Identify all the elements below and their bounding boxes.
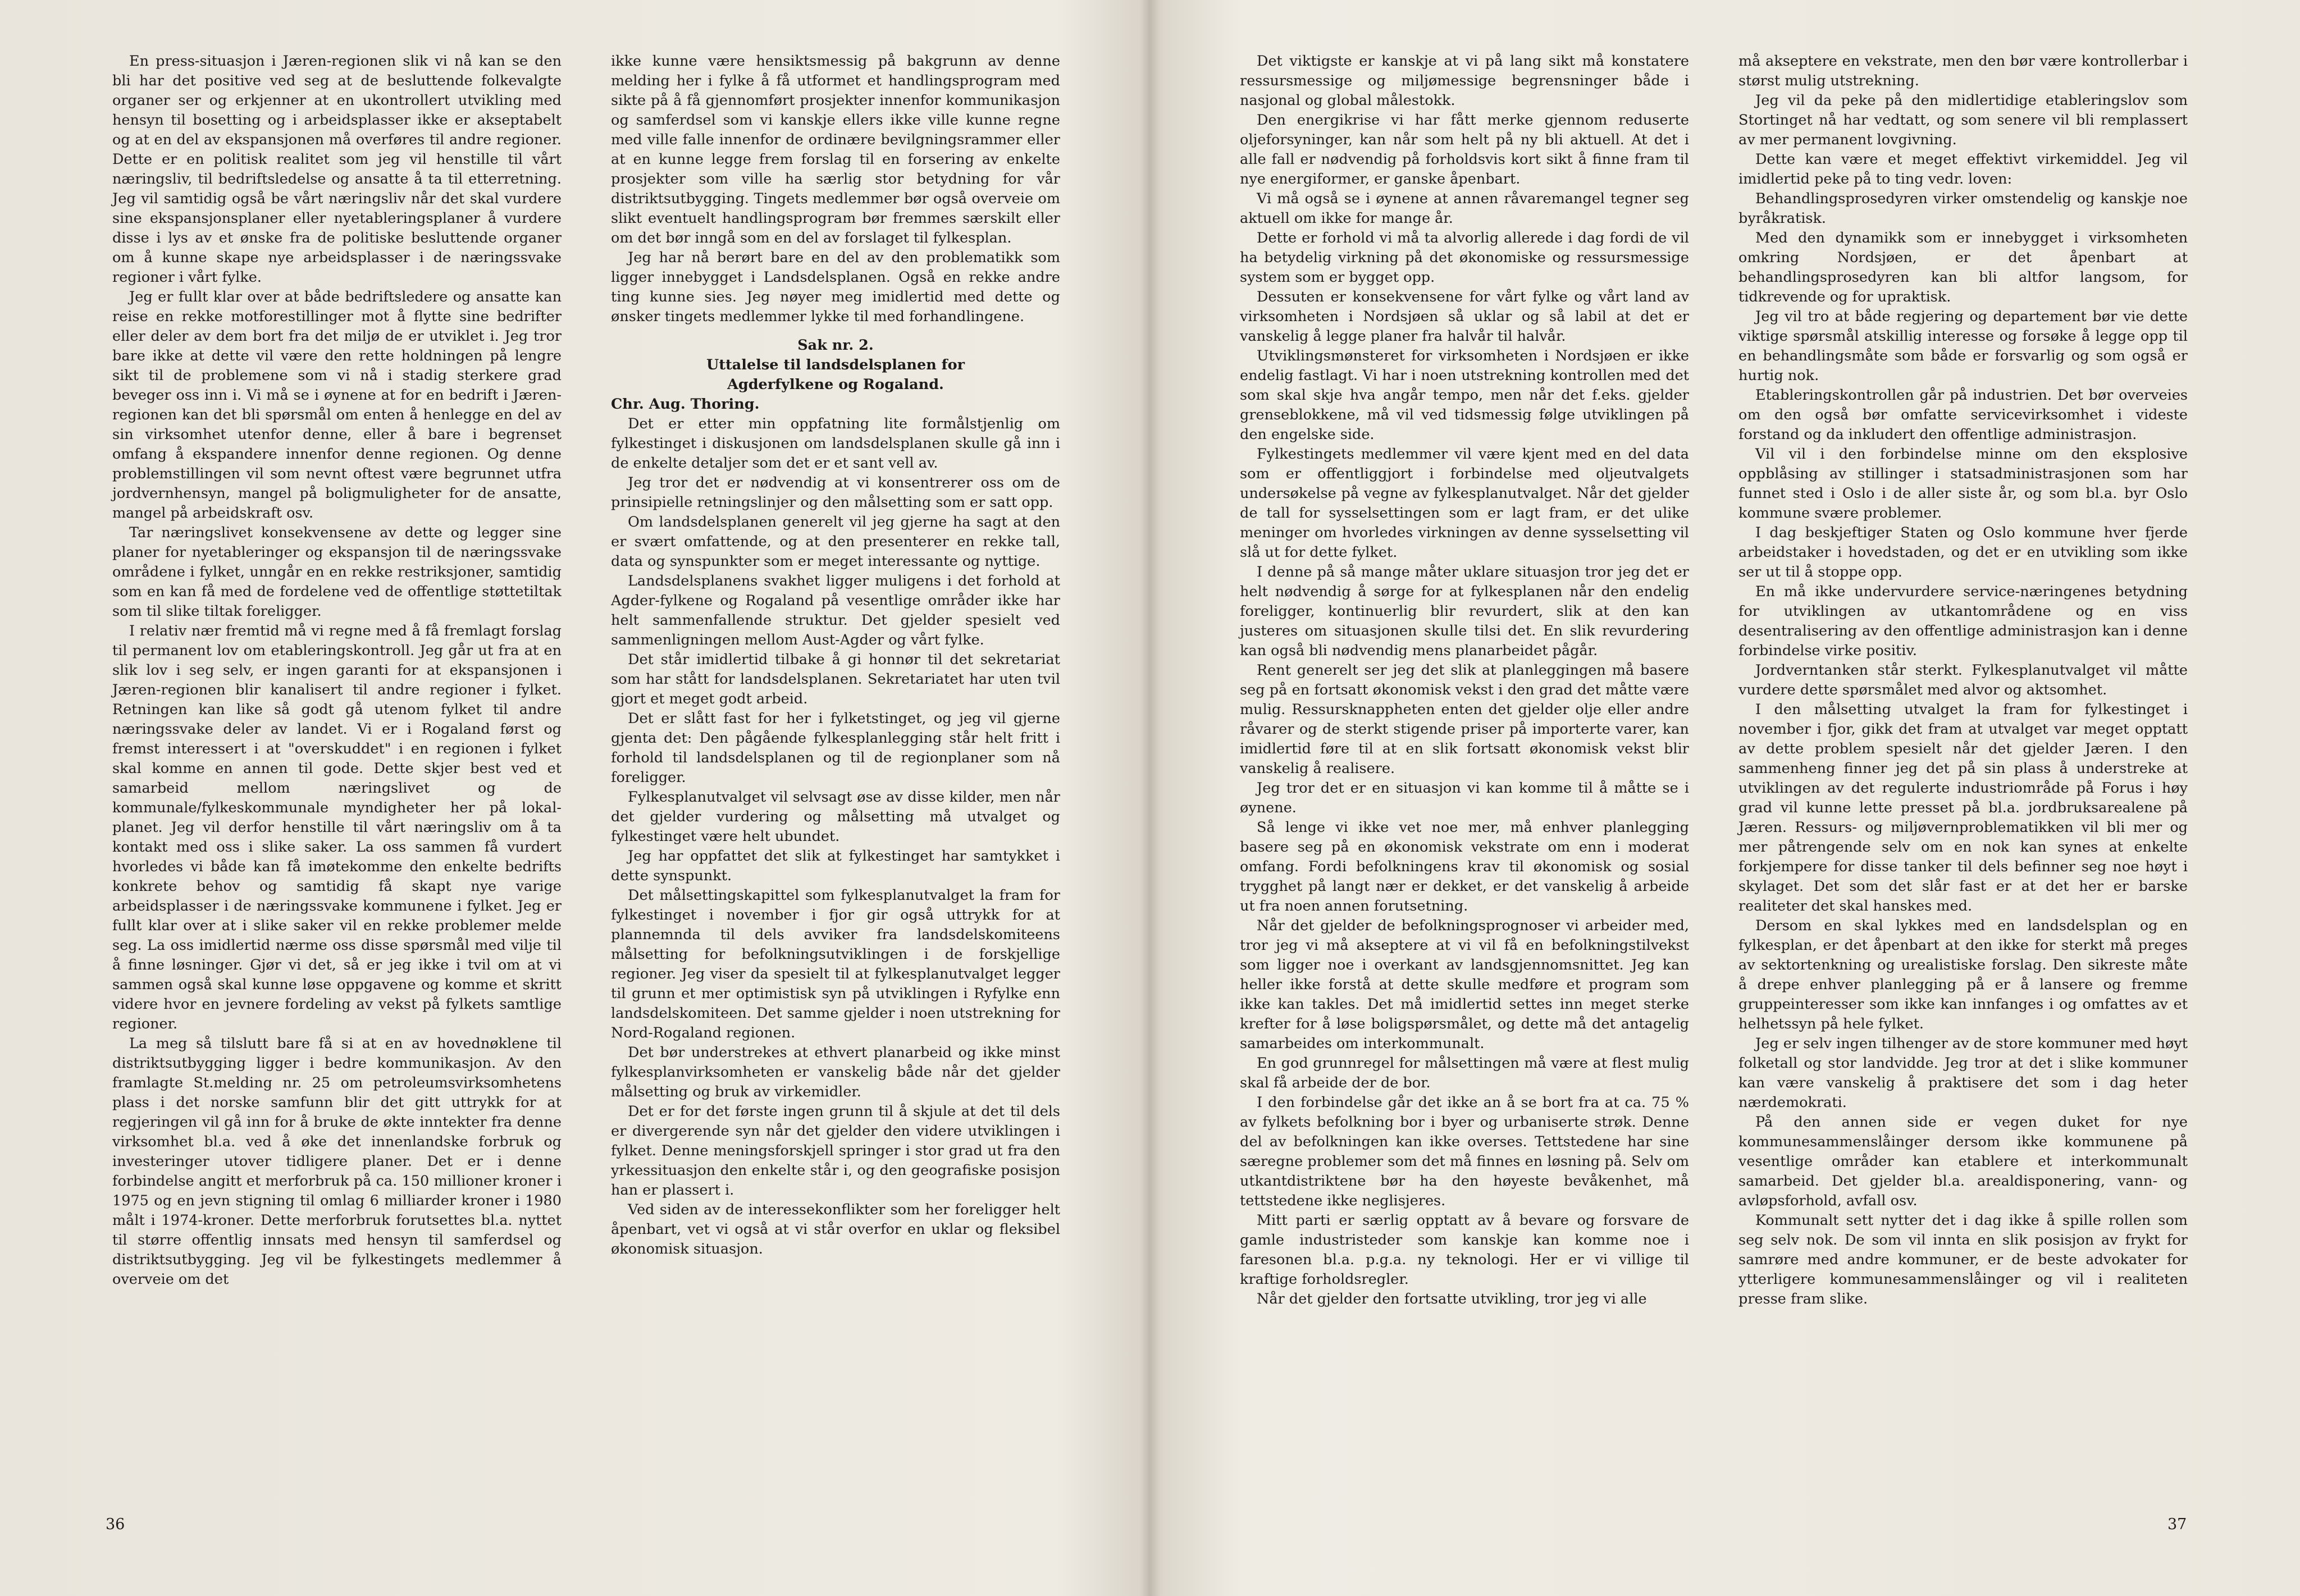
- paragraph: Så lenge vi ikke vet noe mer, må enhver planlegging basere seg på en økonomisk vekstrate om enn i moderat omfang. Fordi befolkningens krav til økonomisk og sosial trygghet på langt nær er dekket, er det vanskelig å arbeide ut fra noen annen forutsetning.: [1240, 819, 1689, 914]
- paragraph: Jordverntanken står sterkt. Fylkesplanutvalget vil måtte vurdere dette spørsmålet med alvor og aktsomhet.: [1738, 662, 2188, 698]
- paragraph: Det er etter min oppfatning lite formålstjenlig om fylkestinget i diskusjonen om landsdelsplanen skulle gå inn i de enkelte detaljer som det er et sant vell av.: [611, 415, 1060, 472]
- paragraph: Fylkesplanutvalget vil selvsagt øse av disse kilder, men når det gjelder vurdering og målsetting må utvalget og fylkestinget være helt ubundet.: [611, 789, 1060, 845]
- paragraph: I den målsetting utvalget la fram for fylkestinget i november i fjor, gikk det fram at utvalget var meget opptatt av dette problem spesielt når det gjelder Jæren. I den sammenheng finner jeg det på sin plass å understreke at utviklingen av det regulerte industriområde på Forus i høy grad vil kunne lette presset på bl.a. jordbruksarealene på Jæren. Ressurs- og miljøvernproblematikken vil bli mer og mer påtrengende selv om en nok kan synes at enkelte forkjempere for disse tanker til dels befinner seg noe høyt i skylaget. Det som det slår fast er at det her er barske realiteter det skal hanskes med.: [1738, 701, 2188, 914]
- paragraph: Det målsettingskapittel som fylkesplanutvalget la fram for fylkestinget i november i fjor gir også uttrykk for at plannemnda til dels avviker fra landsdelskomiteens målsetting for befolkningsutviklingen i de forskjellige regioner. Jeg viser da spesielt til at fylkesplanutvalget legger til grunn et mer optimistisk syn på utviklingen i Ryfylke enn landsdelskomiteen. Det samme gjelder i noen utstrekning for Nord-Rogaland regionen.: [611, 887, 1060, 1041]
- paragraph: En press-situasjon i Jæren-regionen slik vi nå kan se den bli har det positive ved seg at de besluttende folkevalgte organer ser og erkjenner at en ukontrollert utvikling med hensyn til bosetting og i arbeidsplasser ikke er akseptabelt og at en del av ekspansjonen må overføres til andre regioner. Dette er en politisk realitet som jeg vil henstille til vårt næringsliv, til bedriftsledelse og ansatte å ta til etterretning. Jeg vil samtidig også be vårt næringsliv når det skal vurdere sine ekspansjonsplaner eller nyetableringsplaner å vurdere disse i lys av et ønske fra de politiske besluttende organer om å kunne skape nye arbeidsplasser i de næringssvake regioner i vårt fylke.: [112, 53, 562, 286]
- paragraph: Behandlingsprosedyren virker omstendelig og kanskje noe byråkratisk.: [1738, 190, 2188, 227]
- paragraph: Dette er forhold vi må ta alvorlig allerede i dag fordi de vil ha betydelig virkning på det økonomiske og ressursmessige system som er bygget opp.: [1240, 230, 1689, 286]
- paragraph: Rent generelt ser jeg det slik at planleggingen må basere seg på en fortsatt økonomisk vekst i den grad det måtte være mulig. Ressursknappheten enten det gjelder olje eller andre råvarer og de sterkt stigende priser på importerte varer, kan imidlertid føre til at en slik fortsatt økonomisk vekst blir vanskelig å realisere.: [1240, 662, 1689, 777]
- paragraph: Når det gjelder de befolkningsprognoser vi arbeider med, tror jeg vi må akseptere at vi vil få en befolkningstilvekst som ligger noe i overkant av landsgjennomsnittet. Jeg kan heller ikke forstå at dette skulle medføre et program som ikke kan takles. Det må imidlertid settes inn meget sterke krefter for å løse boligspørsmålet, og dette må det antagelig samarbeides om interkommunalt.: [1240, 917, 1689, 1052]
- paragraph: Vil vil i den forbindelse minne om den eksplosive oppblåsing av stillinger i statsadministrasjonen som har funnet sted i Oslo i de aller siste år, og som bl.a. byr Oslo kommune svære problemer.: [1738, 446, 2188, 522]
- paragraph: Tar næringslivet konsekvensene av dette og legger sine planer for nyetableringer og ekspansjon til de næringssvake områdene i fylket, unngår en en rekke restriksjoner, samtidig som en kan få med de fordelene ved de offentlige støttetiltak som til slike tiltak foreligger.: [112, 524, 562, 620]
- paragraph: Vi må også se i øynene at annen råvaremangel tegner seg aktuell om ikke for mange år.: [1240, 190, 1689, 227]
- left-column-1: [112, 52, 562, 1289]
- paragraph: Når det gjelder den fortsatte utvikling, tror jeg vi alle: [1257, 1291, 1647, 1307]
- paragraph: Med den dynamikk som er innebygget i virksomheten omkring Nordsjøen, er det åpenbart at behandlingsprosedyren kan bli altfor langsom, for tidkrevende og for upraktisk.: [1738, 230, 2188, 305]
- paragraph: Ved siden av de interessekonflikter som her foreligger helt åpenbart, vet vi også at vi står overfor en uklar og fleksibel økonomisk situasjon.: [611, 1201, 1060, 1257]
- paragraph: Jeg er selv ingen tilhenger av de store kommuner med høyt folketall og stor landvidde. Jeg tror at det i slike kommuner kan være vanskelig å praktisere det som i dag heter nærdemokrati.: [1738, 1035, 2188, 1111]
- paragraph: I den forbindelse går det ikke an å se bort fra at ca. 75 % av fylkets befolkning bor i byer og urbaniserte strøk. Denne del av befolkningen kan ikke overses. Tettstedene har sine særegne problemer som det må finnes en løsning på. Selv om utkantdistriktene bør ha den høyeste bevåkenhet, må tettstedene ikke neglisjeres.: [1240, 1094, 1689, 1209]
- paragraph: Det står imidlertid tilbake å gi honnør til det sekretariat som har stått for landsdelsplanen. Sekretariatet har uten tvil gjort et meget godt arbeid.: [611, 651, 1060, 707]
- paragraph: Den energikrise vi har fått merke gjennom reduserte oljeforsyninger, kan når som helt på ny bli aktuell. At det i alle fall er nødvendig på forholdsvis kort sikt å finne fram til nye energiformer, er ganske åpenbart.: [1240, 112, 1689, 188]
- page-number-left: 36: [106, 1516, 125, 1533]
- paragraph: Om landsdelsplanen generelt vil jeg gjerne ha sagt at den er svært omfattende, og at den presenterer en rekke tall, data og synspunkter som er meget interessante og nyttige.: [611, 514, 1060, 570]
- paragraph: Jeg er fullt klar over at både bedriftsledere og ansatte kan reise en rekke motforestillinger mot å flytte sine bedrifter eller deler av dem bort fra det miljø de er utviklet i. Jeg tror bare ikke at dette vil være den rette holdningen på lengre sikt til de problemene som vi nå i stadig sterkere grad beveger oss inn i. Vi må se i øynene at for en bedrift i Jæren-regionen kan det bli spørsmål om enten å henlegge en del av sin virksomhet utenfor denne, eller å bare i begrenset omfang å ekspandere innenfor denne regionen. Og denne problemstillingen vil som nevnt oftest være begrunnet utfra jordvernhensyn, mangel på boligmuligheter for de ansatte, mangel på arbeidskraft osv.: [112, 289, 562, 522]
- page-number-right: 37: [2167, 1516, 2187, 1533]
- paragraph: Det bør understrekes at ethvert planarbeid og ikke minst fylkesplanvirksomheten er vanskelig både når det gjelder målsetting og bruk av virkemidler.: [611, 1044, 1060, 1100]
- paragraph: Jeg tror det er nødvendig at vi konsentrerer oss om de prinsipielle retningslinjer og den målsetting som er satt opp.: [611, 474, 1060, 511]
- case-title-line-1: Uttalelse til landsdelsplanen for: [706, 356, 965, 373]
- paragraph: Det viktigste er kanskje at vi på lang sikt må konstatere ressursmessige og miljømessige begrensninger både i nasjonal og global målestokk.: [1240, 53, 1689, 109]
- paragraph: Det er for det første ingen grunn til å skjule at det til dels er divergerende syn når det gjelder den videre utviklingen i fylket. Denne meningsforskjell springer i stor grad ut fra den yrkessituasjon den enkelte står i, og den geografiske posisjon han er plassert i.: [611, 1103, 1060, 1199]
- paragraph: En god grunnregel for målsettingen må være at flest mulig skal få arbeide der de bor.: [1240, 1055, 1689, 1091]
- paragraph: Etableringskontrollen går på industrien. Det bør overveies om den også bør omfatte servicevirksomhet i videste forstand og da inkludert den offentlige administrasjon.: [1738, 387, 2188, 443]
- paragraph: Utviklingsmønsteret for virksomheten i Nordsjøen er ikke endelig fastlagt. Vi har i noen utstrekning kontrollen med det som skal skje hva angår tempo, men når det f.eks. gjelder grenseblokkene, må vil ved tidsmessig følge utviklingen på den engelske side.: [1240, 347, 1689, 443]
- paragraph: må akseptere en vekstrate, men den bør være kontrollerbar i størst mulig utstrekning.: [1738, 53, 2188, 89]
- paragraph: Jeg vil da peke på den midlertidige etableringslov som Stortinget nå har vedtatt, og som senere vil bli remplassert av mer permanent lovgivning.: [1738, 92, 2188, 148]
- paragraph: I relativ nær fremtid må vi regne med å få fremlagt forslag til permanent lov om etableringskontroll. Jeg går ut fra at en slik lov i seg selv, er ingen garanti for at ekspansjonen i Jæren-regionen blir kanalisert til andre regioner i fylket. Retningen kan like så godt gå utenom fylket til andre næringssvake deler av landet. Vi er i Rogaland først og fremst interessert i at "overskuddet" i en regionen i fylket skal komme en annen til gode. Dette skjer best ved et samarbeid mellom næringslivet og de kommunale/fylkeskommunale myndigheter her på lokal-planet. Jeg vil derfor henstille til vårt næringsliv om å ta kontakt med oss i slike saker. La oss sammen få vurdert hvorledes vi både kan få imøtekomme den enkelte bedrifts konkrete behov og samtidig få skapt nye varige arbeidsplasser i de næringssvake kommunene i fylket. Jeg er fullt klar over at i slike saker vil en rekke problemer melde seg. La oss imidlertid nærme oss disse spørsmål med vilje til å finne løsninger. Gjør vi det, så er jeg ikke i tvil om at vi sammen også skal kunne løse oppgavene og komme et skritt videre hvor en jevnere fordeling av vekst på fylkets samtlige regioner.: [112, 623, 562, 1032]
- paragraph: Kommunalt sett nytter det i dag ikke å spille rollen som seg selv nok. De som vil innta en slik posisjon av frykt for samrøre med andre kommuner, er de beste advokater for ytterligere kommunesammenslåinger og vil i realiteten presse fram slike.: [1738, 1212, 2188, 1307]
- paragraph: Jeg har oppfattet det slik at fylkestinget har samtykket i dette synspunkt.: [611, 848, 1060, 884]
- paragraph: Jeg tror det er en situasjon vi kan komme til å måtte se i øynene.: [1240, 780, 1689, 816]
- paragraph: Det er slått fast for her i fylketstinget, og jeg vil gjerne gjenta det: Den pågående fylkesplanlegging står helt fritt i forhold til landsdelsplanen og til de regionplaner som nå foreligger.: [611, 710, 1060, 786]
- paragraph: Mitt parti er særlig opptatt av å bevare og forsvare de gamle industristeder som kanskje kan komme noe i faresonen bl.a. p.g.a. ny teknologi. Her er vi villige til kraftige forholdsregler.: [1240, 1212, 1689, 1288]
- paragraph: I denne på så mange måter uklare situasjon tror jeg det er helt nødvendig å sørge for at fylkesplanen når den endelig foreligger, kontinuerlig blir revurdert, slik at den kan justeres om situasjonen skulle tilsi det. En slik revurdering kan også bli nødvendig mens planarbeidet pågår.: [1240, 564, 1689, 659]
- paragraph: En må ikke undervurdere service-næringenes betydning for utviklingen av utkantområdene og en viss desentralisering av den offentlige administrasjon kan i denne forbindelse virke positiv.: [1738, 583, 2188, 659]
- right-column-2: [1738, 52, 2188, 1309]
- paragraph: Dessuten er konsekvensene for vårt fylke og vårt land av virksomheten i Nordsjøen så uklar og så labil at det er vanskelig å legge planer fra halvår til halvår.: [1240, 289, 1689, 345]
- paragraph: I dag beskjeftiger Staten og Oslo kommune hver fjerde arbeidstaker i hovedstaden, og det er en utvikling som ikke ser ut til å stoppe opp.: [1738, 524, 2188, 580]
- speaker-name: Chr. Aug. Thoring.: [611, 396, 760, 413]
- paragraph: La meg så tilslutt bare få si at en av hovednøklene til distriktsutbygging ligger i bedre kommunikasjon. Av den framlagte St.melding nr. 25 om petroleumsvirksomhetens plass i det norske samfunn blir det gitt uttrykk for at regjeringen vil gå inn for å bruke de økte inntekter fra denne virksomhet bl.a. ved å øke det innenlandske forbruk og investeringer utover tidligere planer. Det er i denne forbindelse angitt et merforbruk på ca. 150 millioner kroner i 1975 og en jevn stigning til omlag 6 milliarder kroner i 1980 målt i 1974-kroner. Dette merforbruk forutsettes bl.a. nyttet til større offentlig innsats med hensyn til samferdsel og distriktsutbygging. Jeg vil be fylkestingets medlemmer å overveie om det: [112, 1035, 562, 1288]
- case-title-line-2: Agderfylkene og Rogaland.: [727, 376, 944, 393]
- paragraph: Jeg har nå berørt bare en del av den problematikk som ligger innebygget i Landsdelsplanen. Også en rekke andre ting kunne sies. Jeg nøyer meg imidlertid med dette og ønsker tingets medlemmer lykke til med forhandlingene.: [611, 249, 1060, 325]
- right-column-1: [1240, 52, 1689, 1309]
- paragraph: Dersom en skal lykkes med en landsdelsplan og en fylkesplan, er det åpenbart at den ikke for sterkt må preges av sektortenkning og urealistiske forslag. Den sikreste måte å drepe enhver planlegging på er å lansere og fremme gruppeinteresser som ikke kan innfanges i og omfattes av et helhetssyn på hele fylket.: [1738, 917, 2188, 1032]
- right-page: [1150, 0, 2300, 1596]
- paragraph: Jeg vil tro at både regjering og departement bør vie dette viktige spørsmål atskillig interesse og forsøke å legge opp til en behandlingsmåte som både er forsvarlig og som også er hurtig nok.: [1738, 308, 2188, 384]
- paragraph: Landsdelsplanens svakhet ligger muligens i det forhold at Agder-fylkene og Rogaland på vesentlige områder ikke har helt sammenfallende struktur. Det gjelder spesielt ved sammenligningen mellom Aust-Agder og vårt fylke.: [611, 573, 1060, 648]
- paragraph: Dette kan være et meget effektivt virkemiddel. Jeg vil imidlertid peke på to ting vedr. loven:: [1738, 151, 2188, 188]
- paragraph: På den annen side er vegen duket for nye kommunesammenslåinger dersom ikke kommunene på vesentlige områder kan etablere et interkommunalt samarbeid. Det gjelder bl.a. arealdisponering, vann- og avløpsforhold, avfall osv.: [1738, 1114, 2188, 1209]
- case-number-heading: Sak nr. 2.: [797, 337, 874, 354]
- paragraph: ikke kunne være hensiktsmessig på bakgrunn av denne melding her i fylke å få utformet et handlingsprogram med sikte på å få gjennomført prosjekter innenfor kommunikasjon og samferdsel som vi kanskje ellers ikke ville kunne regne med ville falle innenfor de ordinære bevilgningsrammer eller at en kunne legge frem forslag til en forsering av enkelte prosjekter som ville ha særlig stor betydning for vår distriktsutbygging. Tingets medlemmer bør også overveie om slikt eventuelt handlingsprogram bør fremmes særskilt eller om det bør inngå som en del av forslaget til fylkesplan.: [611, 53, 1060, 246]
- left-column-2: [611, 52, 1060, 1259]
- paragraph: Fylkestingets medlemmer vil være kjent med en del data som er offentliggjort i forbindelse med oljeutvalgets undersøkelse på vegne av fylkesplanutvalget. Når det gjelder de tall for sysselsettingen som er lagt fram, er det ulike meninger om hvorledes virkningen av denne sysselsetting vil slå ut for dette fylket.: [1240, 446, 1689, 561]
